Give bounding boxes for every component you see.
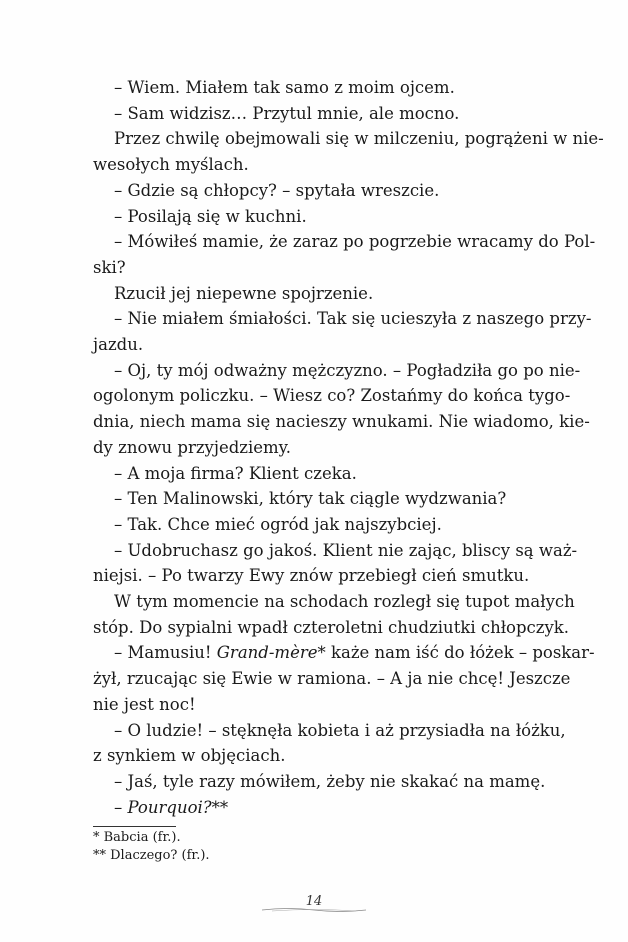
text-line: – Mówiłeś mamie, że zaraz po pogrzebie wracamy do Pol-: [114, 232, 596, 252]
text-segment: – Mamusiu!: [114, 643, 217, 663]
text-line: – Wiem. Miałem tak samo z moim ojcem.: [114, 78, 455, 97]
text-line: – Posilają się w kuchni.: [114, 206, 307, 226]
text-line: W tym momencie na schodach rozległ się tupot małych: [114, 592, 575, 611]
text-line: – Sam widzisz… Przytul mnie, ale mocno.: [114, 103, 460, 123]
text-segment: **: [211, 797, 229, 817]
text-line: wesołych myślach.: [93, 155, 249, 175]
text-line: jazdu.: [93, 335, 144, 354]
text-line: z synkiem w objęciach.: [93, 746, 286, 766]
page-number-ornament: [262, 906, 366, 914]
text-line: Rzucił jej niepewne spojrzenie.: [114, 283, 374, 303]
text-line: dy znowu przyjedziemy.: [93, 437, 292, 457]
footnote-2: ** Dlaczego? (fr.).: [93, 848, 210, 863]
text-line: – Nie miałem śmiałości. Tak się ucieszyła z naszego przy-: [114, 309, 592, 329]
italic-text: Grand-mère: [216, 643, 318, 663]
text-line: [114, 798, 528, 818]
text-line: – Gdzie są chłopcy? – spytała wreszcie.: [114, 180, 440, 200]
text-line: – Ten Malinowski, który tak ciągle wydzwania?: [114, 489, 507, 509]
text-line: – Oj, ty mój odważny mężczyzno. – Pogładziła go po nie-: [114, 360, 581, 380]
text-line: – Udobruchasz go jakoś. Klient nie zając, bliscy są waż-: [114, 540, 578, 560]
text-line: ski?: [93, 257, 126, 277]
text-line: – O ludzie! – stęknęła kobieta i aż przysiadła na łóżku,: [114, 720, 566, 740]
text-line: niejsi. – Po twarzy Ewy znów przebiegł cień smutku.: [93, 566, 530, 586]
text-line: Przez chwilę obejmowali się w milczeniu, pogrążeni w nie-: [114, 129, 604, 149]
italic-text: Pourquoi?: [127, 797, 212, 817]
text-line: ogolonym policzku. – Wiesz co? Zostańmy do końca tygo-: [93, 386, 571, 406]
text-line: [114, 643, 595, 663]
text-segment: –: [114, 797, 128, 817]
text-line: żył, rzucając się Ewie w ramiona. – A ja nie chcę! Jeszcze: [93, 669, 571, 689]
text-line: – A moja firma? Klient czeka.: [114, 463, 357, 483]
text-line: dnia, niech mama się nacieszy wnukami. Nie wiadomo, kie-: [93, 412, 590, 432]
page-number: 14: [305, 894, 323, 909]
text-line: nie jest noc!: [93, 694, 196, 714]
text-line: – Tak. Chce mieć ogród jak najszybciej.: [114, 514, 442, 534]
footnote-1: * Babcia (fr.).: [93, 830, 181, 845]
text-segment: * każe nam iść do łóżek – poskar-: [317, 643, 595, 663]
text-line: stóp. Do sypialni wpadł czteroletni chudziutki chłopczyk.: [93, 617, 570, 637]
text-line: – Jaś, tyle razy mówiłem, żeby nie skakać na mamę.: [114, 771, 546, 791]
footnote-rule: [93, 826, 176, 827]
